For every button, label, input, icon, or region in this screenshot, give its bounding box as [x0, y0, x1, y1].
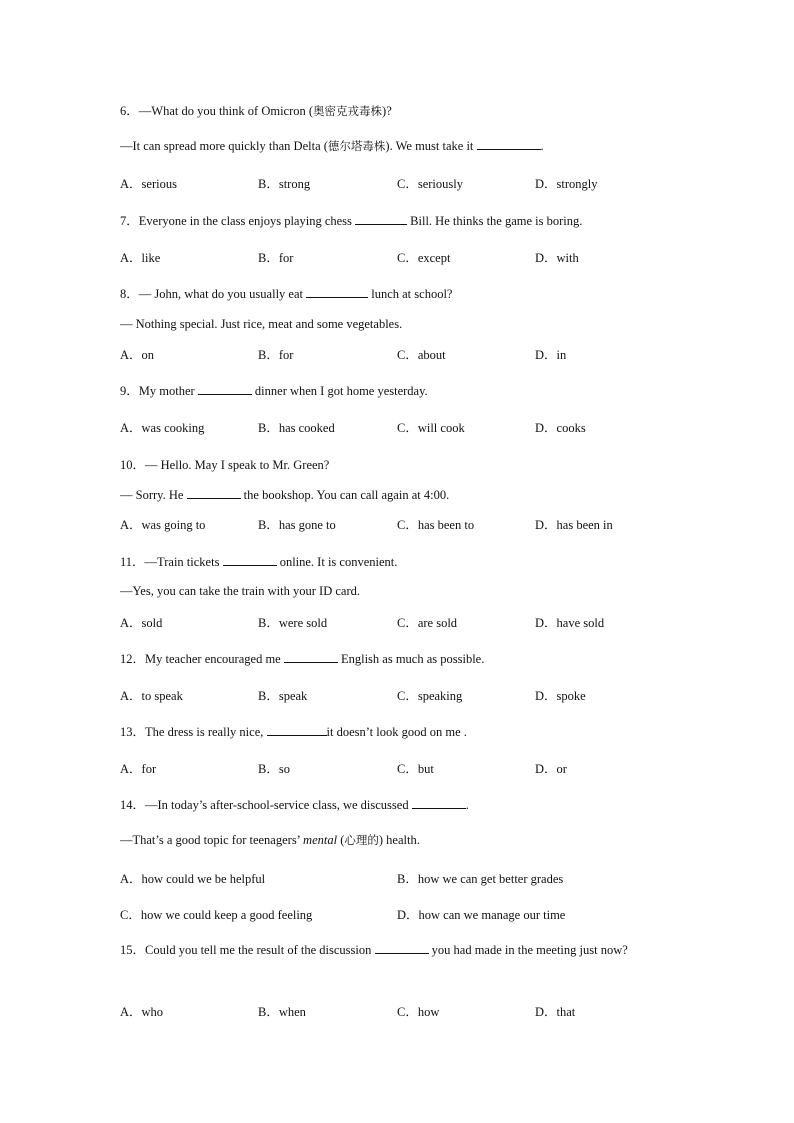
option-a[interactable]: A．how could we be helpful	[120, 872, 266, 886]
option-a[interactable]: A．for	[120, 762, 157, 776]
answer-blank[interactable]	[412, 797, 466, 809]
option-c[interactable]: C．about	[397, 348, 446, 362]
option-c[interactable]: C．but	[397, 762, 434, 776]
question-6-line-2: —It can spread more quickly than Delta (德尔塔毒株). We must take it .	[120, 139, 544, 153]
option-b[interactable]: B．strong	[258, 177, 311, 191]
option-c[interactable]: C．seriously	[397, 177, 463, 191]
question-9-line-1: 9．My mother dinner when I got home yesterday.	[120, 384, 428, 398]
option-d[interactable]: D．or	[535, 762, 567, 776]
question-7-line-1: 7．Everyone in the class enjoys playing chess Bill. He thinks the game is boring.	[120, 214, 583, 228]
option-a[interactable]: A．to speak	[120, 689, 183, 703]
option-b[interactable]: B．has cooked	[258, 421, 335, 435]
option-d[interactable]: D．has been in	[535, 518, 613, 532]
question-15-text: 15．Could you tell me the result of the discussion you had made in the meeting just now?	[120, 943, 628, 957]
option-a[interactable]: A．was cooking	[120, 421, 205, 435]
option-b[interactable]: B．speak	[258, 689, 308, 703]
question-14-line-1: 14．—In today’s after-school-service class, we discussed .	[120, 798, 469, 812]
option-b[interactable]: B．were sold	[258, 616, 328, 630]
question-14-line-2: —That’s a good topic for teenagers’ mental (心理的) health.	[120, 833, 420, 847]
option-b[interactable]: B．has gone to	[258, 518, 336, 532]
answer-blank[interactable]	[284, 651, 338, 663]
option-d[interactable]: D．cooks	[535, 421, 586, 435]
option-a[interactable]: A．serious	[120, 177, 177, 191]
option-c[interactable]: C．will cook	[397, 421, 465, 435]
option-d[interactable]: D．spoke	[535, 689, 586, 703]
answer-blank[interactable]	[198, 383, 252, 395]
option-b[interactable]: B．how we can get better grades	[397, 872, 564, 886]
answer-blank[interactable]	[375, 942, 429, 954]
answer-blank[interactable]	[223, 554, 277, 566]
option-c[interactable]: C．except	[397, 251, 451, 265]
option-c[interactable]: C．how we could keep a good feeling	[120, 908, 313, 922]
option-c[interactable]: C．are sold	[397, 616, 458, 630]
option-b[interactable]: B．so	[258, 762, 290, 776]
question-6-line-1: 6．—What do you think of Omicron (奥密克戎毒株)?	[120, 104, 392, 118]
option-a[interactable]: A．like	[120, 251, 161, 265]
option-a[interactable]: A．was going to	[120, 518, 206, 532]
option-d[interactable]: D．have sold	[535, 616, 605, 630]
option-c[interactable]: C．speaking	[397, 689, 463, 703]
option-a[interactable]: A．on	[120, 348, 155, 362]
answer-blank[interactable]	[187, 487, 241, 499]
question-11-line-1: 11．—Train tickets online. It is convenient.	[120, 555, 398, 569]
question-11-line-2: —Yes, you can take the train with your ID card.	[120, 584, 360, 598]
option-b[interactable]: B．for	[258, 251, 294, 265]
answer-blank[interactable]	[477, 138, 541, 150]
option-b[interactable]: B．for	[258, 348, 294, 362]
option-a[interactable]: A．who	[120, 1005, 164, 1019]
option-b[interactable]: B．when	[258, 1005, 306, 1019]
answer-blank[interactable]	[355, 213, 407, 225]
option-d[interactable]: D．in	[535, 348, 567, 362]
option-d[interactable]: D．strongly	[535, 177, 598, 191]
answer-blank[interactable]	[306, 286, 368, 298]
option-d[interactable]: D．that	[535, 1005, 576, 1019]
question-13-line-1: 13．The dress is really nice, it doesn’t look good on me .	[120, 725, 467, 739]
question-12-line-1: 12．My teacher encouraged me English as much as possible.	[120, 652, 485, 666]
option-d[interactable]: D．how can we manage our time	[397, 908, 566, 922]
question-10-line-1: 10．— Hello. May I speak to Mr. Green?	[120, 458, 330, 472]
option-a[interactable]: A．sold	[120, 616, 163, 630]
option-c[interactable]: C．has been to	[397, 518, 475, 532]
answer-blank[interactable]	[267, 724, 327, 736]
option-c[interactable]: C．how	[397, 1005, 440, 1019]
question-8-line-2: — Nothing special. Just rice, meat and some vegetables.	[120, 317, 403, 331]
question-8-line-1: 8．— John, what do you usually eat lunch at school?	[120, 287, 453, 301]
question-10-line-2: — Sorry. He the bookshop. You can call again at 4:00.	[120, 488, 450, 502]
option-d[interactable]: D．with	[535, 251, 579, 265]
